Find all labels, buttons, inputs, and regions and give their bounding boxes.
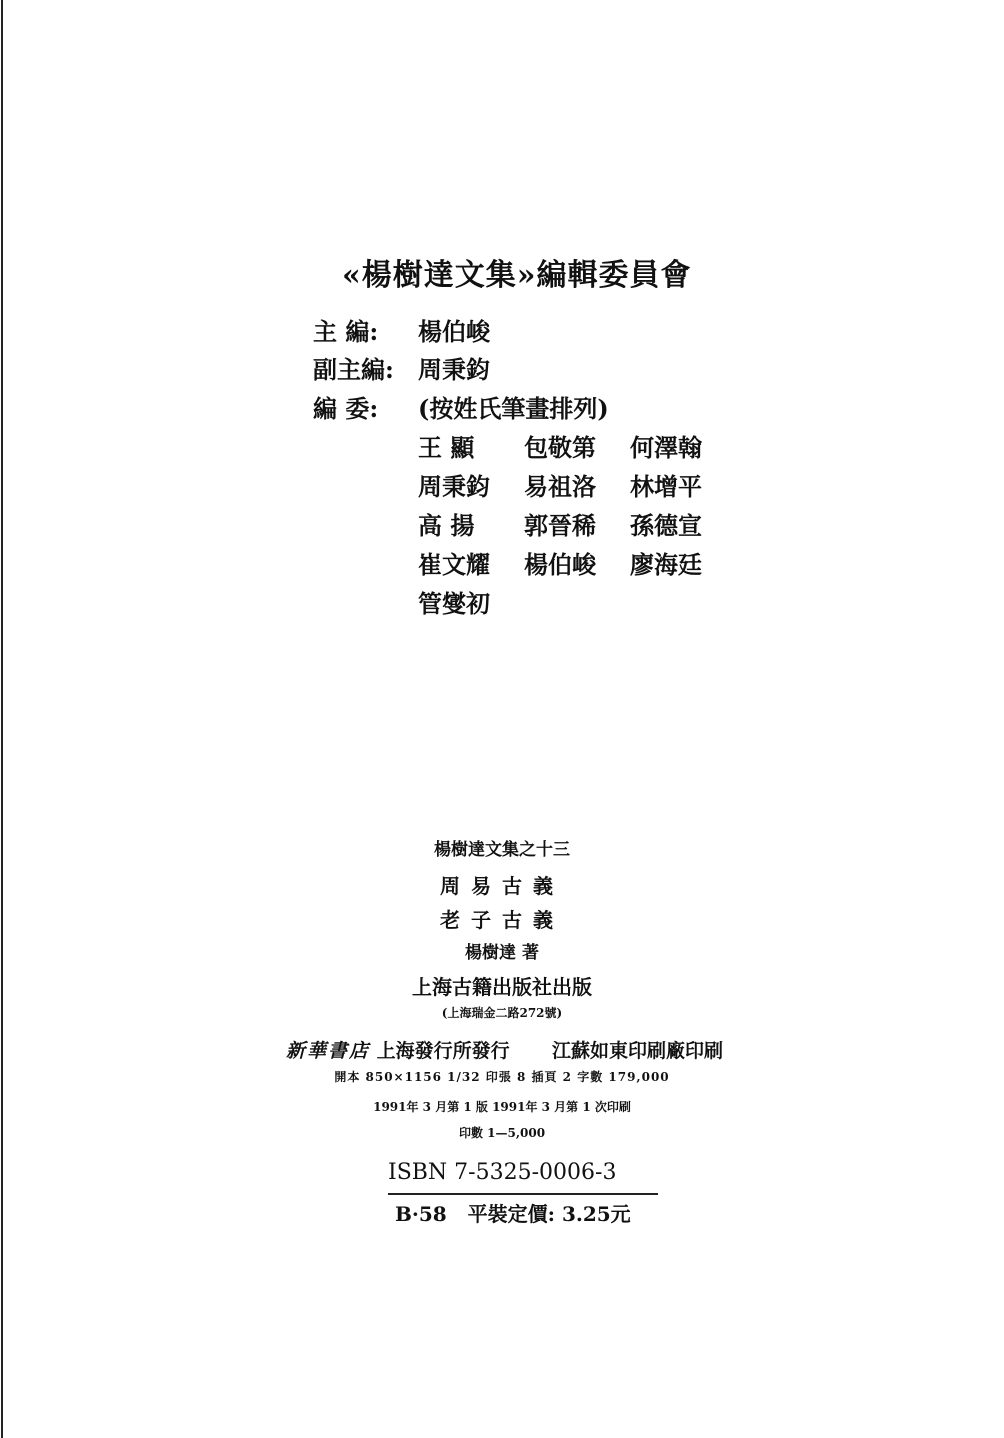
members-note: (按姓氏筆畫排列) bbox=[418, 394, 609, 423]
distributor-text: 上海發行所發行 bbox=[376, 1040, 510, 1062]
chief-editor-label: 主 編: bbox=[313, 317, 379, 346]
deputy-editor-name: 周秉鈞 bbox=[418, 355, 490, 384]
price-code: B·58 bbox=[395, 1202, 447, 1226]
committee-member: 易祖洛 bbox=[524, 472, 596, 501]
committee-member: 孫德宣 bbox=[630, 511, 702, 540]
publisher-line: 上海古籍出版社出版 bbox=[412, 975, 592, 999]
committee-member: 郭晉稀 bbox=[524, 511, 596, 540]
xinhua-bookstore-logo: 新華書店 bbox=[286, 1040, 371, 1062]
book-title-1: 周易古義 bbox=[440, 874, 564, 898]
committee-member: 何澤翰 bbox=[630, 433, 702, 462]
committee-member: 高 揚 bbox=[418, 511, 475, 540]
committee-member: 崔文耀 bbox=[418, 550, 490, 579]
deputy-editor-label: 副主編: bbox=[313, 355, 394, 384]
format-specs: 開本 850×1156 1/32 印張 8 插頁 2 字數 179,000 bbox=[334, 1070, 670, 1084]
printer-line: 江蘇如東印刷廠印刷 bbox=[552, 1040, 724, 1062]
isbn: ISBN 7-5325-0006-3 bbox=[388, 1160, 617, 1185]
chief-editor-name: 楊伯峻 bbox=[418, 317, 490, 346]
committee-member: 楊伯峻 bbox=[524, 550, 596, 579]
committee-member: 林增平 bbox=[630, 472, 702, 501]
members-label: 編 委: bbox=[313, 394, 379, 423]
committee-member: 廖海廷 bbox=[630, 550, 702, 579]
committee-title: «楊樹達文集»編輯委員會 bbox=[342, 258, 692, 293]
committee-member: 王 顯 bbox=[418, 433, 475, 462]
edition-line: 1991年 3 月第 1 版 1991年 3 月第 1 次印刷 bbox=[373, 1100, 631, 1114]
series-title: 楊樹達文集之十三 bbox=[434, 840, 570, 860]
price-line bbox=[395, 1198, 631, 1227]
left-margin-rule bbox=[1, 0, 3, 1438]
isbn-divider bbox=[388, 1193, 658, 1195]
price-value: 平裝定價: 3.25元 bbox=[467, 1202, 631, 1226]
committee-member: 管燮初 bbox=[418, 589, 490, 618]
print-run: 印數 1—5,000 bbox=[458, 1126, 546, 1140]
book-title-2: 老子古義 bbox=[440, 908, 564, 932]
publisher-address: (上海瑞金二路272號) bbox=[441, 1006, 563, 1020]
distributor-line bbox=[286, 1036, 510, 1063]
committee-member: 周秉鈞 bbox=[418, 472, 490, 501]
committee-member: 包敬第 bbox=[524, 433, 596, 462]
author-line: 楊樹達 著 bbox=[465, 943, 539, 963]
